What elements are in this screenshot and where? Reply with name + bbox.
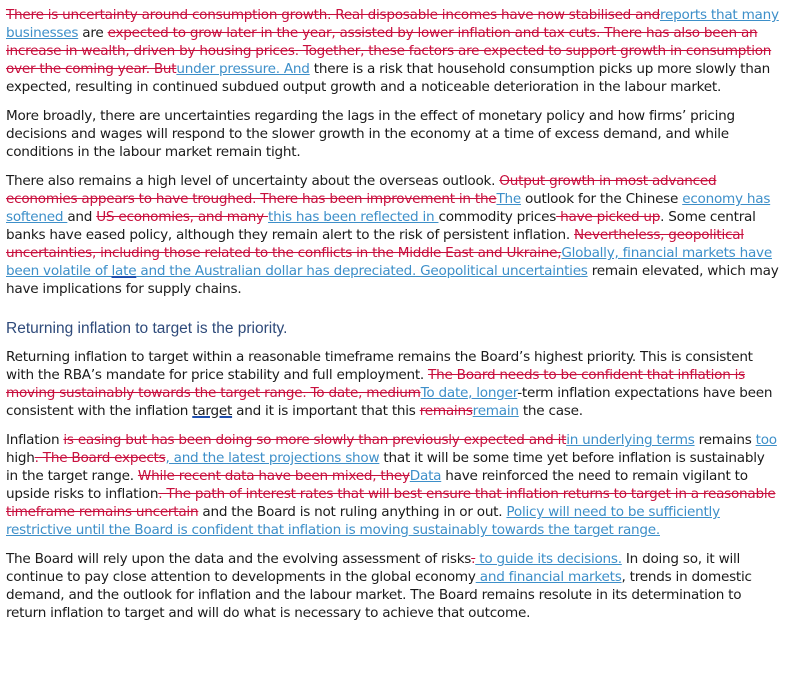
tracked-deletion[interactable]: have picked up: [556, 209, 661, 225]
text-run: There also remains a high level of uncertainty about the overseas outlook.: [6, 173, 500, 189]
tracked-insertion[interactable]: to guide its decisions.: [475, 551, 622, 567]
tracked-insertion[interactable]: and the Australian dollar has depreciated. Geopolitical uncertainties: [136, 263, 588, 279]
text-run: The Board will rely upon the data and the evolving assessment of risks: [6, 551, 472, 567]
tracked-insertion[interactable]: under pressure. And: [176, 61, 310, 77]
tracked-deletion[interactable]: The Board needs to be confident that inflation is moving sustainably towards the target range. To date, medium: [6, 367, 745, 401]
text-run: -term inflation expectations have been consistent with the inflation: [6, 385, 773, 419]
tracked-deletion[interactable]: is easing but has been doing so more slowly than previously expected and it: [63, 432, 567, 448]
text-run: remains: [694, 432, 756, 448]
text-run: , trends in domestic demand, and the outlook for inflation and the labour market. The Board remains resolute in its determination to return inflation to target and will do what is necessary to achieve that outcome.: [6, 569, 752, 621]
text-run: and: [67, 209, 97, 225]
text-run: remain elevated, which may have implications for supply chains.: [6, 263, 779, 297]
tracked-insertion[interactable]: Data: [409, 468, 442, 484]
tracked-deletion[interactable]: remains: [419, 403, 473, 419]
tracked-insertion[interactable]: economy has softened: [6, 191, 771, 225]
tracked-insertion[interactable]: Policy will need to be sufficiently restrictive until the Board is confident that inflation is moving sustainably towards the target range.: [6, 504, 720, 538]
text-run: have reinforced the need to remain vigilant to upside risks to inflation: [6, 468, 748, 502]
tracked-insertion[interactable]: Globally, financial markets have been volatile of: [6, 245, 772, 279]
text-run: and it is important that this: [232, 403, 420, 419]
text-run: Inflation: [6, 432, 64, 448]
section-priority: [6, 348, 780, 622]
tracked-insertion[interactable]: The: [496, 191, 521, 207]
paragraph: [6, 348, 780, 420]
text-run: that it will be some time yet before inflation is sustainably in the target range.: [6, 450, 765, 484]
tracked-deletion[interactable]: .: [471, 551, 476, 567]
paragraph: [6, 6, 780, 96]
grammar-flag[interactable]: target: [192, 403, 233, 419]
text-run: and the Board is not ruling anything in or out.: [198, 504, 507, 520]
tracked-deletion[interactable]: . The Board expects: [34, 450, 166, 466]
text-run: commodity prices: [438, 209, 557, 225]
text-run: . Some central banks have eased policy, although they remain alert to the risk of persistent inflation.: [6, 209, 756, 243]
tracked-deletion[interactable]: US economies, and many: [96, 209, 269, 225]
tracked-deletion[interactable]: Output growth in most advanced economies appears to have troughed. There has been improvement in the: [6, 173, 717, 207]
section-heading: Returning inflation to target is the priority.: [6, 320, 288, 337]
paragraph: [6, 172, 780, 298]
tracked-insertion[interactable]: To date, longer: [420, 385, 518, 401]
tracked-insertion[interactable]: and financial markets: [475, 569, 622, 585]
text-run: there is a risk that household consumption picks up more slowly than expected, resulting in continued subdued output growth and a noticeable deterioration in the labour market.: [6, 61, 771, 95]
tracked-deletion[interactable]: Nevertheless, geopolitical uncertainties, including those related to the conflicts in the Middle East and Ukraine,: [6, 227, 744, 261]
text-run: high: [6, 450, 35, 466]
tracked-insertion[interactable]: reports that many businesses: [6, 7, 779, 41]
text-run: outlook for the Chinese: [520, 191, 683, 207]
text-run: In doing so, it will continue to pay close attention to developments in the global economy: [6, 551, 741, 585]
paragraph: [6, 550, 780, 622]
section-outlook: [6, 6, 780, 298]
text-run: Returning inflation to target within a reasonable timeframe remains the Board’s highest priority. This is consistent with the RBA’s mandate for price stability and full employment.: [6, 349, 753, 383]
tracked-insertion[interactable]: too: [755, 432, 777, 448]
tracked-deletion[interactable]: There is uncertainty around consumption growth. Real disposable incomes have now stabilised and: [6, 7, 660, 23]
tracked-deletion[interactable]: While recent data have been mixed, they: [137, 468, 410, 484]
tracked-insertion[interactable]: remain: [472, 403, 519, 419]
tracked-deletion[interactable]: . The path of interest rates that will best ensure that inflation returns to target in a reasonable timeframe remains uncertain: [6, 486, 776, 520]
tracked-insertion[interactable]: , and the latest projections show: [165, 450, 380, 466]
tracked-deletion[interactable]: expected to grow later in the year, assisted by lower inflation and tax cuts. There has also been an increase in wealth, driven by housing prices. Together, these factors are expected to support growth in consumption over the coming year. But: [6, 25, 772, 77]
tracked-insertion-grammar-flag[interactable]: late: [111, 263, 137, 279]
text-run: the case.: [518, 403, 583, 419]
tracked-insertion[interactable]: in underlying terms: [566, 432, 695, 448]
paragraph: [6, 431, 780, 539]
paragraph: [6, 107, 780, 161]
tracked-insertion[interactable]: this has been reflected in: [268, 209, 439, 225]
text-run: are: [78, 25, 108, 41]
text-run: More broadly, there are uncertainties regarding the lags in the effect of monetary policy and how firms’ pricing decisions and wages will respond to the slower growth in the economy at a time of excess demand, and while conditions in the labour market remain tight.: [6, 108, 735, 160]
